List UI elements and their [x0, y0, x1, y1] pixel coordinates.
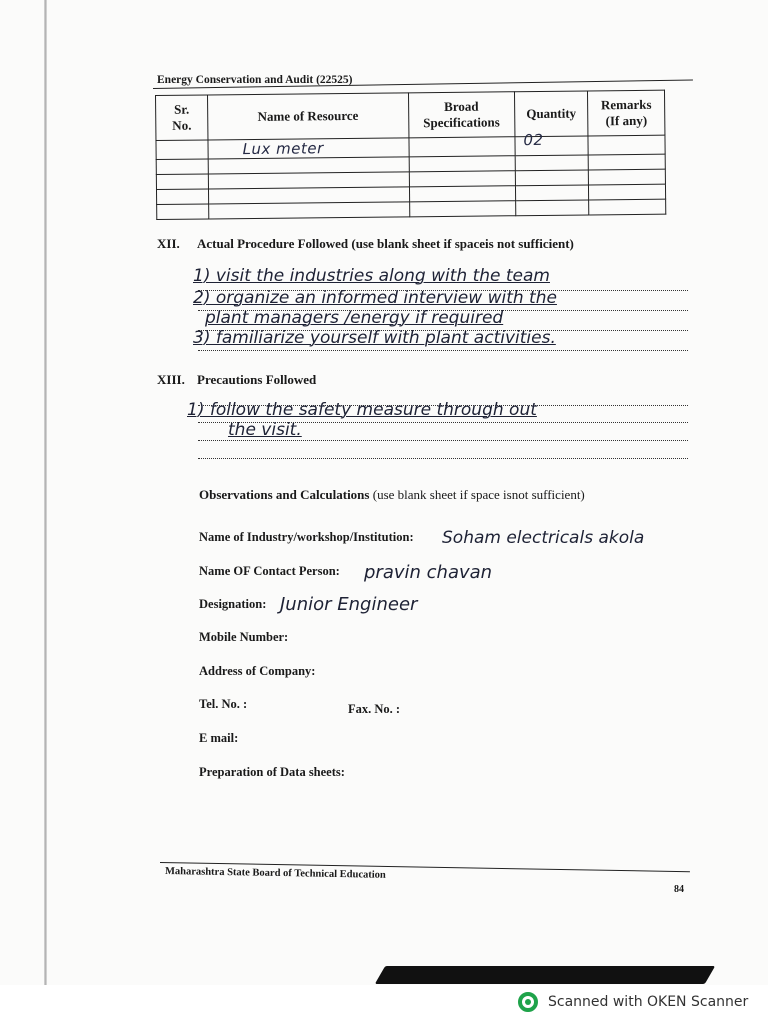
- observations-heading: Observations and Calculations (use blank sheet if space isnot sufficient): [199, 487, 585, 502]
- mobile-label: Mobile Number:: [199, 630, 289, 644]
- col-broad-specifications: Broad Specifications: [408, 92, 515, 138]
- procedure-line-2: 2) organize an informed interview with the: [193, 288, 557, 308]
- table-cell: [408, 137, 515, 157]
- precaution-line-1: 1) follow the safety measure through out: [187, 400, 537, 420]
- scanner-logo-icon: [518, 992, 538, 1012]
- procedure-line-4: 3) familiarize yourself with plant activities.: [193, 328, 556, 348]
- contact-value: pravin chavan: [364, 562, 493, 583]
- industry-value: Soham electricals akola: [442, 528, 645, 548]
- table-cell: [588, 135, 665, 155]
- section-xiii-heading: XIII. Precautions Followed: [157, 372, 317, 387]
- email-label: E mail:: [199, 731, 239, 745]
- page-edge-shadow: [375, 966, 715, 984]
- table-cell: [515, 130, 588, 156]
- contact-label: Name OF Contact Person:: [199, 564, 340, 578]
- col-name-of-resource: Name of Resource: [208, 93, 409, 140]
- precaution-line-2: the visit.: [228, 420, 302, 440]
- fax-label: Fax. No. :: [348, 702, 401, 716]
- tel-label: Tel. No. :: [199, 697, 248, 711]
- procedure-line-3: plant managers /energy if required: [205, 308, 504, 328]
- table-header-row: [156, 90, 665, 140]
- table-cell: [208, 138, 409, 159]
- table-cell: [156, 140, 208, 160]
- page-number: 84: [674, 884, 684, 895]
- scanner-text: Scanned with OKEN Scanner: [548, 994, 749, 1010]
- section-xii-heading: XII. Actual Procedure Followed (use blank sheet if spaceis not sufficient): [157, 236, 574, 251]
- header-title: Energy Conservation and Audit (22525): [157, 74, 353, 86]
- handwritten-resource: Lux meter: [242, 139, 324, 159]
- industry-label: Name of Industry/workshop/Institution:: [199, 530, 414, 544]
- binding-edge: [44, 0, 47, 985]
- dotted-line: [198, 350, 688, 351]
- col-remarks: Remarks (If any): [588, 90, 665, 136]
- dotted-line: [198, 440, 688, 441]
- col-quantity: Quantity: [514, 91, 588, 137]
- col-sr-no: Sr. No.: [156, 95, 208, 141]
- dotted-line: [198, 458, 688, 459]
- designation-value: Junior Engineer: [280, 594, 418, 615]
- address-label: Address of Company:: [199, 664, 316, 678]
- scanner-watermark: [518, 992, 748, 1012]
- datasheets-label: Preparation of Data sheets:: [199, 765, 345, 779]
- designation-label: Designation:: [199, 597, 267, 611]
- footer-board: Maharashtra State Board of Technical Education: [164, 866, 386, 881]
- resource-table: [155, 90, 666, 220]
- handwritten-quantity: 02: [523, 130, 544, 150]
- procedure-line-1: 1) visit the industries along with the team: [193, 266, 550, 286]
